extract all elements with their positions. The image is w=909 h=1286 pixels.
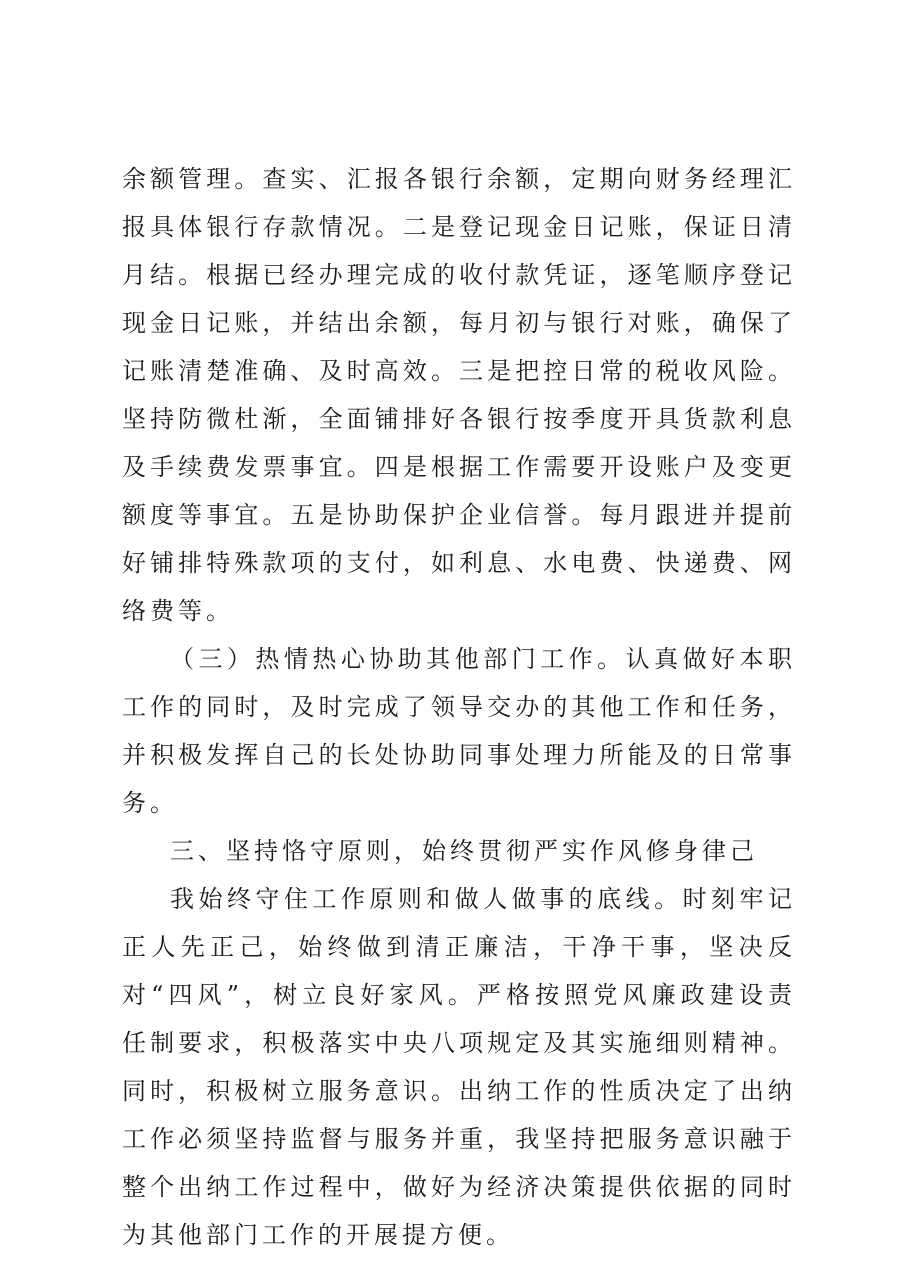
paragraph-continued-cash-management: 余额管理。查实、汇报各银行余额，定期向财务经理汇报具体银行存款情况。二是登记现金日记账，保证日清月结。根据已经办理完成的收付款凭证，逐笔顺序登记现金日记账，并结出余额，每月初与银行对账，确保了记账清楚准确、及时高效。三是把控日常的税收风险。坚持防微杜渐，全面铺排好各银行按季度开具货款利息及手续费发票事宜。四是根据工作需要开设账户及变更额度等事宜。五是协助保护企业信誉。每月跟进并提前好铺排特殊款项的支付，如利息、水电费、快递费、网络费等。 [122,165,796,625]
paragraph-assist-other-departments: （三）热情热心协助其他部门工作。认真做好本职工作的同时，及时完成了领导交办的其他工作和任务，并积极发挥自己的长处协助同事处理力所能及的日常事务。 [122,645,796,817]
document-body [122,155,796,1259]
paragraph-work-principles: 我始终守住工作原则和做人做事的底线。时刻牢记正人先正己，始终做到清正廉洁，干净干事，坚决反对“四风”，树立良好家风。严格按照党风廉政建设责任制要求，积极落实中央八项规定及其实施细则精神。同时，积极树立服务意识。出纳工作的性质决定了出纳工作必须坚持监督与服务并重，我坚持把服务意识融于整个出纳工作过程中，做好为经济决策提供依据的同时为其他部门工作的开展提方便。 [122,885,796,1249]
section-heading-principles: 三、坚持恪守原则，始终贯彻严实作风修身律己 [170,837,758,865]
